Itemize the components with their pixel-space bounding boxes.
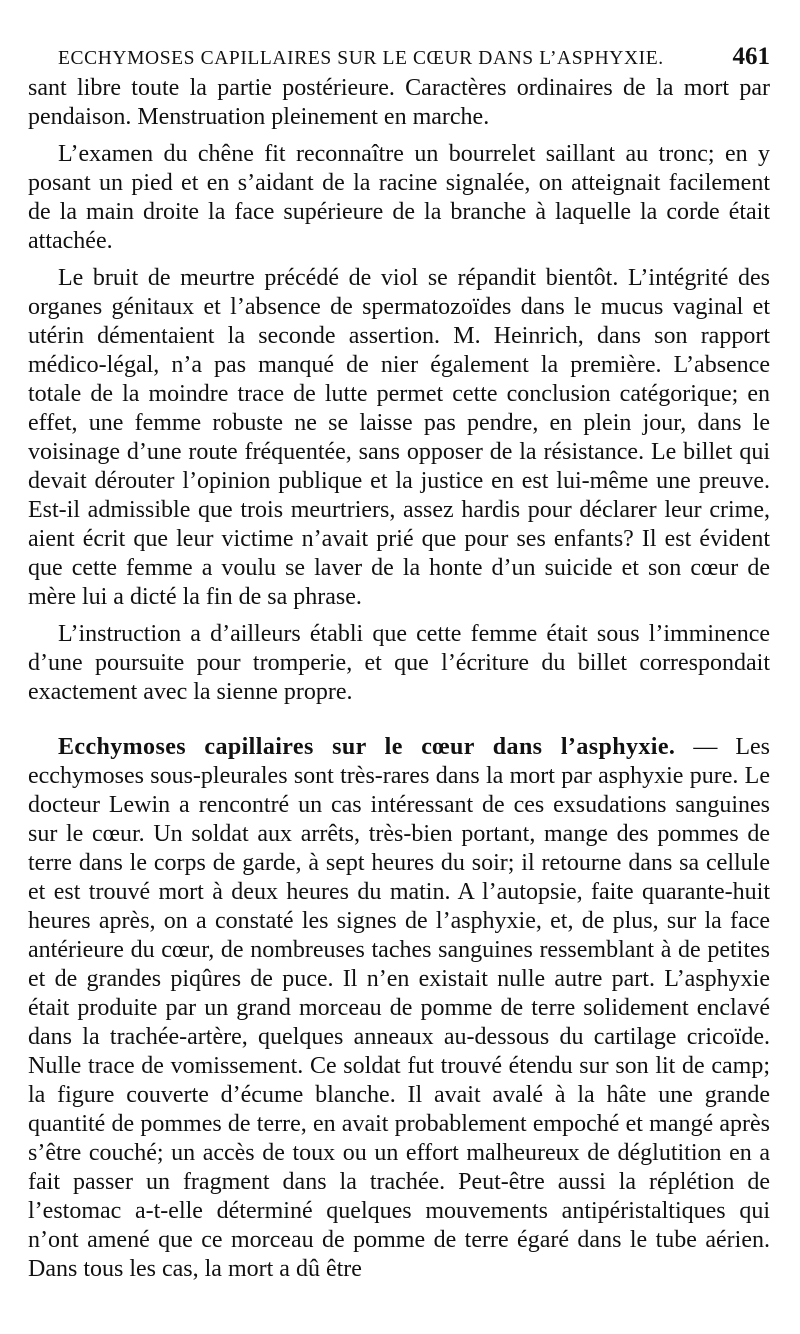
paragraph-instruction: L’instruction a d’ailleurs établi que cette femme était sous l’imminence d’une poursuite pour tromperie, et que l’écriture du billet correspondait exactement avec la sienne propre. xyxy=(28,621,770,705)
running-header xyxy=(28,44,770,72)
running-title: ECCHYMOSES CAPILLAIRES SUR LE CŒUR DANS L’ASPHYXIE. xyxy=(58,48,664,69)
section-heading: Ecchymoses capillaires sur le cœur dans l’asphyxie. xyxy=(58,734,676,760)
section-paragraph xyxy=(28,733,770,1284)
section-body: — Les ecchymoses sous-pleurales sont très-rares dans la mort par asphyxie pure. Le docteur Lewin a rencontré un cas intéressant de ces exsudations sanguines sur le cœur. Un soldat aux arrêts, très-bien portant, mange des pommes de terre dans le corps de garde, à sept heures du soir; il retourne dans sa cellule et est trouvé mort à deux heures du matin. A l’autopsie, faite quarante-huit heures après, on a constaté les signes de l’asphyxie, et, de plus, sur la face antérieure du cœur, de nombreuses taches sanguines ressemblant à de petites et de grandes piqûres de puce. Il n’en existait nulle autre part. L’asphyxie était produite par un grand morceau de pomme de terre solidement enclavé dans la trachée-artère, quelques anneaux au-dessous du cartilage cricoïde. Nulle trace de vomissement. Ce soldat fut trouvé étendu sur son lit de camp; la figure couverte d’écume blanche. Il avait avalé à la hâte une grande quantité de pommes de terre, en avait probablement empoché et mangé après s’être couché; un accès de toux ou un effort malheureux de déglutition en a fait passer un fragment dans la trachée. Peut-être aussi la réplétion de l’estomac a-t-elle déterminé quelques mouvements antipéristaltiques qui n’ont amené que ce morceau de pomme de terre égaré dans le tube aérien. Dans tous les cas, la mort a dû être xyxy=(28,734,770,1282)
paragraph-continued: sant libre toute la partie postérieure. Caractères ordinaires de la mort par pendaison. Menstruation pleinement en marche. xyxy=(28,75,770,130)
paragraph-oak-examination: L’examen du chêne fit reconnaître un bourrelet saillant au tronc; en y posant un pied et en s’aidant de la racine signalée, on atteignait facilement de la main droite la face supérieure de la branche à laquelle la corde était attachée. xyxy=(28,141,770,254)
page-number: 461 xyxy=(732,43,770,70)
paragraph-murder-rumor: Le bruit de meurtre précédé de viol se répandit bientôt. L’intégrité des organes génitaux et l’absence de spermatozoïdes dans le mucus vaginal et utérin démentaient la seconde assertion. M. Heinrich, dans son rapport médico-légal, n’a pas manqué de nier également la première. L’absence totale de la moindre trace de lutte permet cette conclusion catégorique; en effet, une femme robuste ne se laisse pas pendre, en plein jour, dans le voisinage d’une route fréquentée, sans opposer de la résistance. Le billet qui devait dérouter l’opinion publique et la justice en est lui-même une preuve. Est-il admissible que trois meurtriers, assez hardis pour déclarer leur crime, aient écrit que leur victime n’avait prié que pour ses enfants? Il est évident que cette femme a voulu se laver de la honte d’un suicide et son cœur de mère lui a dicté la fin de sa phrase. xyxy=(28,265,770,610)
